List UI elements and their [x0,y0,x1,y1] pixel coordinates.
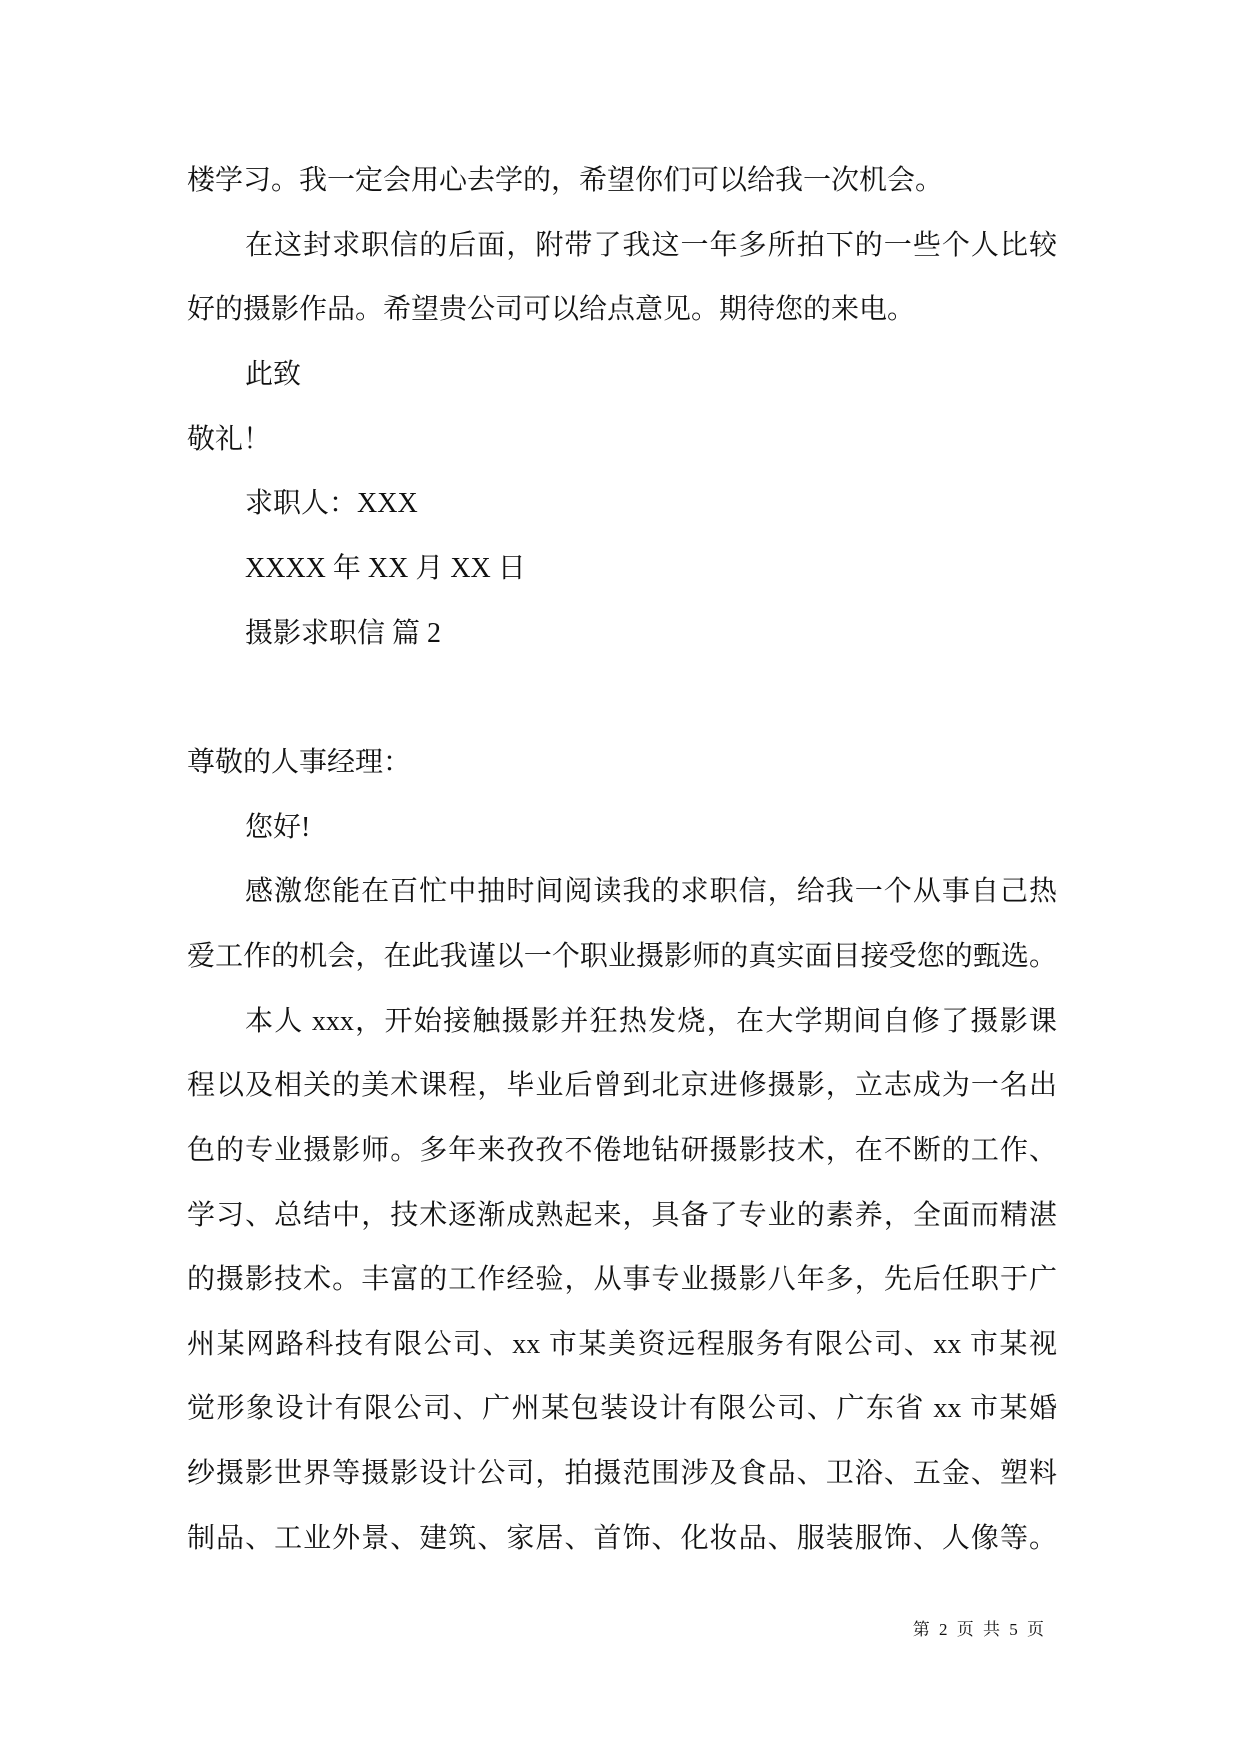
paragraph-line: 好的摄影作品。希望贵公司可以给点意见。期待您的来电。 [187,294,916,326]
paragraph-line: 程以及相关的美术课程，毕业后曾到北京进修摄影，立志成为一名出 [187,1070,1057,1102]
signature: 求职人：XXX [245,488,418,520]
hello-line: 您好! [245,811,311,843]
paragraph-line: 感激您能在百忙中抽时间阅读我的求职信，给我一个从事自己热 [245,876,1057,908]
paragraph-line: 在这封求职信的后面，附带了我这一年多所拍下的一些个人比较 [245,229,1057,261]
paragraph-line: 纱摄影世界等摄影设计公司，拍摄范围涉及食品、卫浴、五金、塑料 [187,1458,1057,1490]
blank-line [187,666,1057,731]
paragraph-line: 色的专业摄影师。多年来孜孜不倦地钻研摄影技术，在不断的工作、 [187,1134,1057,1166]
section-heading: 摄影求职信 篇 2 [245,617,442,649]
greeting: 尊敬的人事经理： [187,746,412,778]
page-number-footer: 第 2 页 共 5 页 [912,1620,1044,1639]
paragraph-line: 本人 xxx，开始接触摄影并狂热发烧，在大学期间自修了摄影课 [245,1005,1057,1037]
valediction: 此致 [245,358,302,390]
date-line: XXXX 年 XX 月 XX 日 [245,552,526,584]
paragraph-line: 学习、总结中，技术逐渐成熟起来，具备了专业的素养，全面而精湛 [187,1199,1057,1231]
paragraph-continuation-line: 楼学习。我一定会用心去学的，希望你们可以给我一次机会。 [187,165,944,196]
paragraph-line: 爱工作的机会，在此我谨以一个职业摄影师的真实面目接受您的甄选。 [187,940,1057,972]
paragraph-line: 制品、工业外景、建筑、家居、首饰、化妆品、服装服饰、人像等。 [187,1522,1057,1554]
paragraph-line: 州某网路科技有限公司、xx 市某美资远程服务有限公司、xx 市某视 [187,1328,1057,1360]
paragraph-line: 的摄影技术。丰富的工作经验，从事专业摄影八年多，先后任职于广 [187,1264,1057,1296]
regards: 敬礼！ [187,423,272,455]
document-body [187,149,1057,1571]
paragraph-line: 觉形象设计有限公司、广州某包装设计有限公司、广东省 xx 市某婚 [187,1393,1057,1425]
